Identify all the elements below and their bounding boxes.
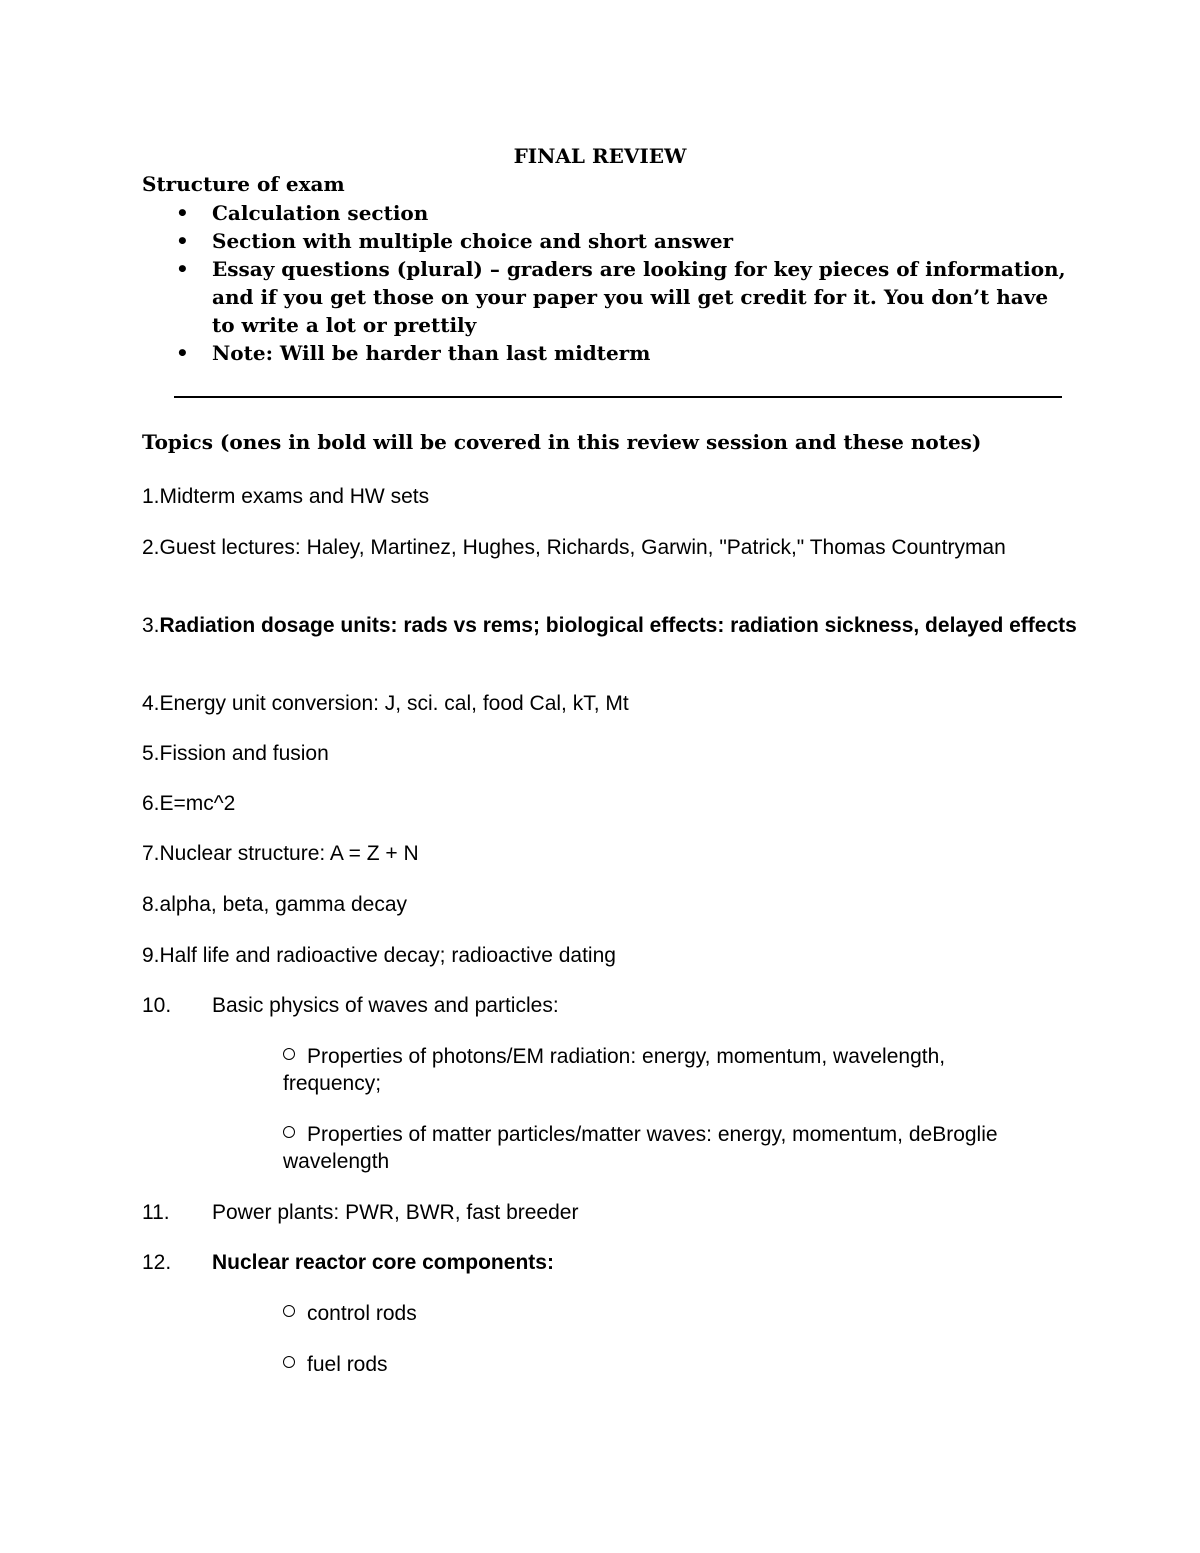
topic-number: 6. [142, 792, 160, 815]
structure-item-text: Section with multiple choice and short answer [212, 229, 734, 253]
topic-number: 11. [142, 1201, 170, 1224]
topic-item [142, 790, 1062, 817]
structure-heading: Structure of exam [142, 172, 345, 196]
topic-text: Nuclear structure: A = Z + N [159, 842, 419, 865]
circle-bullet-icon [283, 1305, 295, 1317]
bullet-icon: • [176, 341, 189, 365]
topic-item [142, 1249, 1062, 1276]
topic-number: 7. [142, 842, 160, 865]
topic-number: 8. [142, 893, 160, 916]
topic-text: alpha, beta, gamma decay [159, 893, 408, 916]
topic-number: 9. [142, 944, 160, 967]
topic-number: 12. [142, 1251, 172, 1274]
topic-item [142, 690, 1062, 717]
topic-item [142, 840, 1062, 867]
structure-item-text: Calculation section [212, 201, 429, 225]
topic-number: 5. [142, 742, 160, 765]
structure-list [142, 199, 1072, 367]
structure-item [142, 227, 1072, 255]
circle-bullet-icon [283, 1126, 295, 1138]
topics-heading [142, 428, 1072, 456]
sub-item-text: Properties of photons/EM radiation: energy, momentum, wavelength, frequency; [283, 1045, 946, 1095]
topic-text: Radiation dosage units: rads vs rems; biological effects: radiation sickness, delayed effects [159, 614, 1077, 637]
topic-number: 10. [142, 994, 172, 1017]
sub-item-text: control rods [307, 1302, 417, 1325]
topics-heading-bold: bold [317, 430, 367, 454]
topic-number: 4. [142, 692, 160, 715]
topic-number: 2. [142, 536, 160, 559]
bullet-icon: • [176, 201, 189, 225]
structure-item [142, 255, 1072, 339]
topic-text: Nuclear reactor core components: [212, 1251, 554, 1274]
sub-item [283, 1121, 1043, 1175]
topic-item [142, 483, 1062, 510]
sub-item [283, 1351, 1043, 1378]
topic-item [142, 891, 1062, 918]
topic-text: Power plants: PWR, BWR, fast breeder [212, 1201, 579, 1224]
structure-item [142, 339, 1072, 367]
section-divider [174, 396, 1062, 398]
topic-text: Energy unit conversion: J, sci. cal, food Cal, kT, Mt [159, 692, 629, 715]
sub-item [283, 1043, 1043, 1097]
sub-item [283, 1300, 1043, 1327]
topic-item [142, 740, 1062, 767]
page-title: FINAL REVIEW [513, 144, 687, 168]
bullet-icon: • [176, 229, 189, 253]
topics-heading-pre: Topics (ones in [142, 430, 318, 454]
sub-item-text: Properties of matter particles/matter waves: energy, momentum, deBroglie wavelength [283, 1123, 998, 1173]
topic-text: Guest lectures: Haley, Martinez, Hughes, Richards, Garwin, "Patrick," Thomas Countryman [159, 536, 1006, 559]
structure-item-text: Note: Will be harder than last midterm [212, 341, 651, 365]
structure-item [142, 199, 1072, 227]
topic-number: 3. [142, 614, 160, 637]
circle-bullet-icon [283, 1048, 295, 1060]
topic-text: E=mc^2 [159, 792, 236, 815]
topics-heading-post: will be covered in this review session and these notes) [366, 430, 982, 454]
sub-item-text: fuel rods [307, 1353, 388, 1376]
topic-number: 1. [142, 485, 160, 508]
topic-item [142, 612, 1082, 639]
structure-item-text: Essay questions (plural) – graders are looking for key pieces of information, and if you get those on your paper you will get credit for it. You don’t have to write a lot or prettily [212, 257, 1066, 337]
circle-bullet-icon [283, 1356, 295, 1368]
topic-item [142, 992, 1062, 1019]
topic-text: Midterm exams and HW sets [159, 485, 430, 508]
topic-text: Basic physics of waves and particles: [212, 994, 559, 1017]
topic-text: Half life and radioactive decay; radioactive dating [159, 944, 616, 967]
topic-item [142, 534, 1082, 561]
bullet-icon: • [176, 257, 189, 281]
topic-text: Fission and fusion [159, 742, 329, 765]
topic-item [142, 942, 1062, 969]
topic-item [142, 1199, 1062, 1226]
